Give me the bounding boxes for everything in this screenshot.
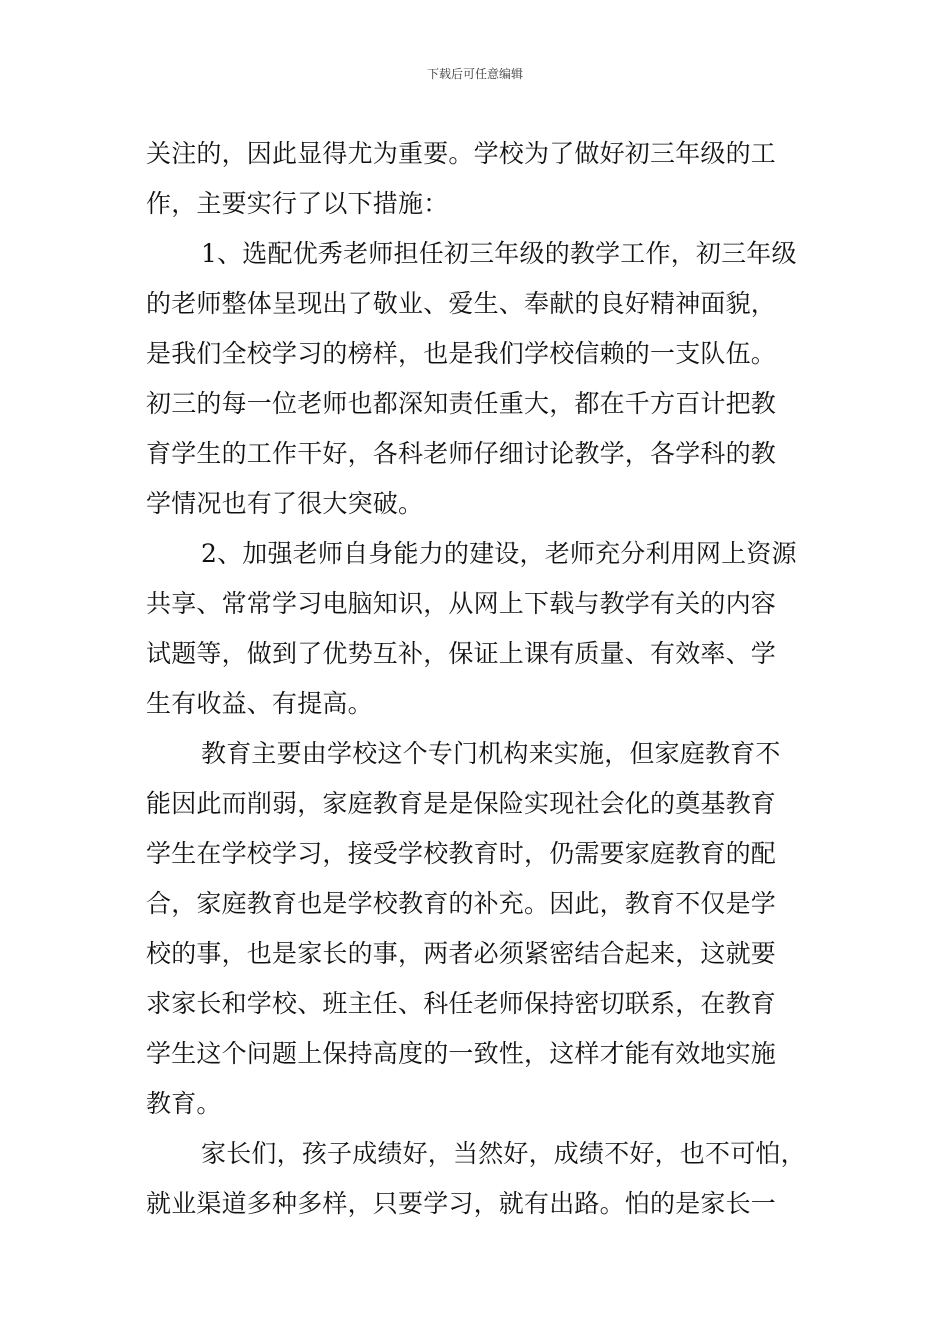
text-line: 关注的，因此显得尤为重要。学校为了做好初三年级的工 — [146, 139, 777, 168]
text-line: 求家长和学校、班主任、科任老师保持密切联系，在教育 — [146, 989, 777, 1018]
text-line: 作，主要实行了以下措施： — [146, 189, 449, 218]
text-line: 是我们全校学习的榜样，也是我们学校信赖的一支队伍。 — [146, 339, 777, 368]
text-line: 就业渠道多种多样，只要学习，就有出路。怕的是家长一 — [146, 1189, 777, 1218]
paragraph-start-line: 教育主要由学校这个专门机构来实施，但家庭教育不 — [201, 739, 781, 768]
text-line: 合，家庭教育也是学校教育的补充。因此，教育不仅是学 — [146, 889, 777, 918]
paragraph-start-line: 2、加强老师自身能力的建设，老师充分利用网上资源 — [201, 539, 797, 568]
paragraph-start-line: 家长们，孩子成绩好，当然好，成绩不好，也不可怕， — [201, 1139, 806, 1168]
text-line: 试题等，做到了优势互补，保证上课有质量、有效率、学 — [146, 639, 777, 668]
text-line: 共享、常常学习电脑知识，从网上下载与教学有关的内容 — [146, 589, 777, 618]
text-line: 育学生的工作干好，各科老师仔细讨论教学，各学科的教 — [146, 439, 777, 468]
page-header: 下载后可任意编辑 — [426, 67, 523, 81]
text-line: 能因此而削弱，家庭教育是是保险实现社会化的奠基教育 — [146, 789, 777, 818]
paragraph-start-line: 1、选配优秀老师担任初三年级的教学工作，初三年级 — [201, 239, 797, 268]
text-line: 生有收益、有提高。 — [146, 689, 373, 718]
text-line: 教育。 — [146, 1089, 222, 1118]
text-line: 的老师整体呈现出了敬业、爱生、奉献的良好精神面貌， — [146, 289, 777, 318]
text-line: 学生这个问题上保持高度的一致性，这样才能有效地实施 — [146, 1039, 777, 1068]
text-line: 初三的每一位老师也都深知责任重大，都在千方百计把教 — [146, 389, 777, 418]
document-body — [146, 129, 818, 1229]
text-line: 校的事，也是家长的事，两者必须紧密结合起来，这就要 — [146, 939, 777, 968]
text-line: 学生在学校学习，接受学校教育时，仍需要家庭教育的配 — [146, 839, 777, 868]
text-line: 学情况也有了很大突破。 — [146, 489, 424, 518]
